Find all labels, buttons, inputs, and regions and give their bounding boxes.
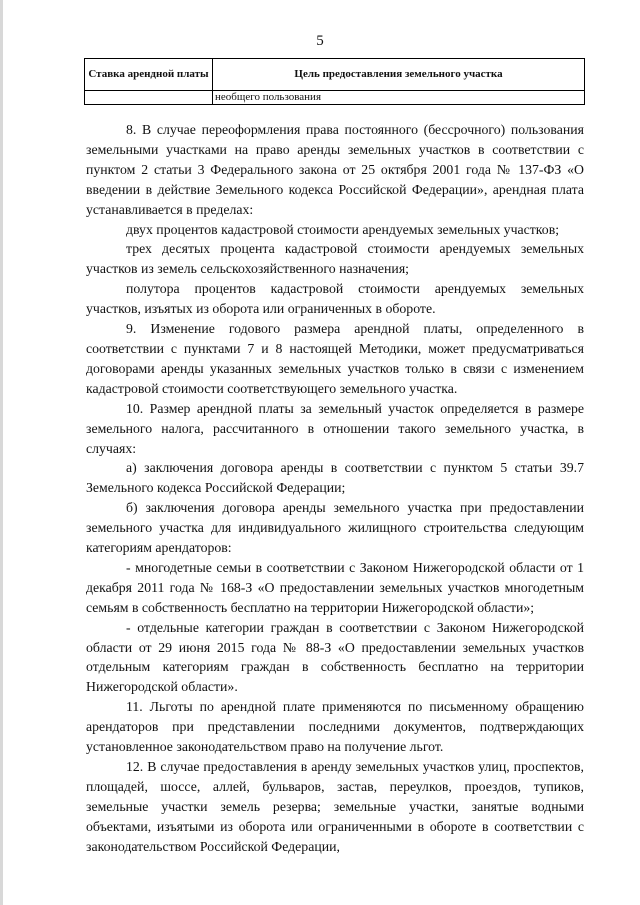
table-header-purpose: Цель предоставления земельного участка (213, 59, 585, 91)
paragraph-8-item-1: двух процентов кадастровой стоимости арендуемых земельных участков; (126, 221, 560, 237)
paragraph-11: 11. Льготы по арендной плате применяются по письменному обращению арендаторов при представлении последними документов, подтверждающих установленное законодательством право на получение льгот. (86, 699, 584, 755)
paragraph-10-item-b-1: - многодетные семьи в соответствии с Законом Нижегородской области от 1 декабря 2011 года № 168-З «О предоставлении земельных участков многодетным семьям в собственность бесплатно на территории Нижегородской области»; (86, 559, 584, 615)
paragraph-8-item-3: полутора процентов кадастровой стоимости арендуемых земельных участков, изъятых из оборота или ограниченных в обороте. (86, 281, 584, 317)
paragraph-8-item-2: трех десятых процента кадастровой стоимости арендуемых земельных участков из земель сельскохозяйственного назначения; (86, 241, 584, 277)
page-number: 5 (316, 33, 324, 49)
table-cell-purpose: необщего пользования (213, 91, 585, 105)
document-body (86, 120, 584, 857)
table-cell-rate (85, 91, 213, 105)
paragraph-12: 12. В случае предоставления в аренду земельных участков улиц, проспектов, площадей, шоссе, аллей, бульваров, застав, переулков, проездов, тупиков, земельные участки земель резерва; земельные участки, занятые водными объектами, изъятыми из оборота или ограниченными в обороте в соответствии с законодательством Российской Федерации, (86, 759, 584, 854)
table-row (85, 91, 585, 105)
paragraph-8: 8. В случае переоформления права постоянного (бессрочного) пользования земельными участками на право аренды земельных участков в соответствии с пунктом 2 статьи 3 Федерального закона от 25 октября 2001 года № 137-ФЗ «О введении в действие Земельного кодекса Российской Федерации», арендная плата устанавливается в пределах: (86, 122, 584, 217)
table-header-row (85, 59, 585, 91)
paragraph-9: 9. Изменение годового размера арендной платы, определенного в соответствии с пунктами 7 и 8 настоящей Методики, может предусматриваться договорами аренды указанных земельных участков только в связи с изменением кадастровой стоимости соответствующего земельного участка. (86, 321, 584, 396)
scan-edge (0, 0, 3, 905)
paragraph-10-item-b: б) заключения договора аренды земельного участка при предоставлении земельного участка для индивидуального жилищного строительства следующим категориям арендаторов: (86, 500, 584, 556)
paragraph-10: 10. Размер арендной платы за земельный участок определяется в размере земельного налога, рассчитанного в отношении такого земельного участка, в случаях: (86, 400, 584, 456)
table-header-rate: Ставка арендной платы (85, 59, 213, 91)
paragraph-10-item-a: а) заключения договора аренды в соответствии с пунктом 5 статьи 39.7 Земельного кодекса Российской Федерации; (86, 460, 584, 496)
rate-table (84, 58, 585, 105)
paragraph-10-item-b-2: - отдельные категории граждан в соответствии с Законом Нижегородской области от 29 июня 2015 года № 88-З «О предоставлении земельных участков отдельным категориям граждан в собственность бесплатно на территории Нижегородской области». (86, 619, 584, 695)
